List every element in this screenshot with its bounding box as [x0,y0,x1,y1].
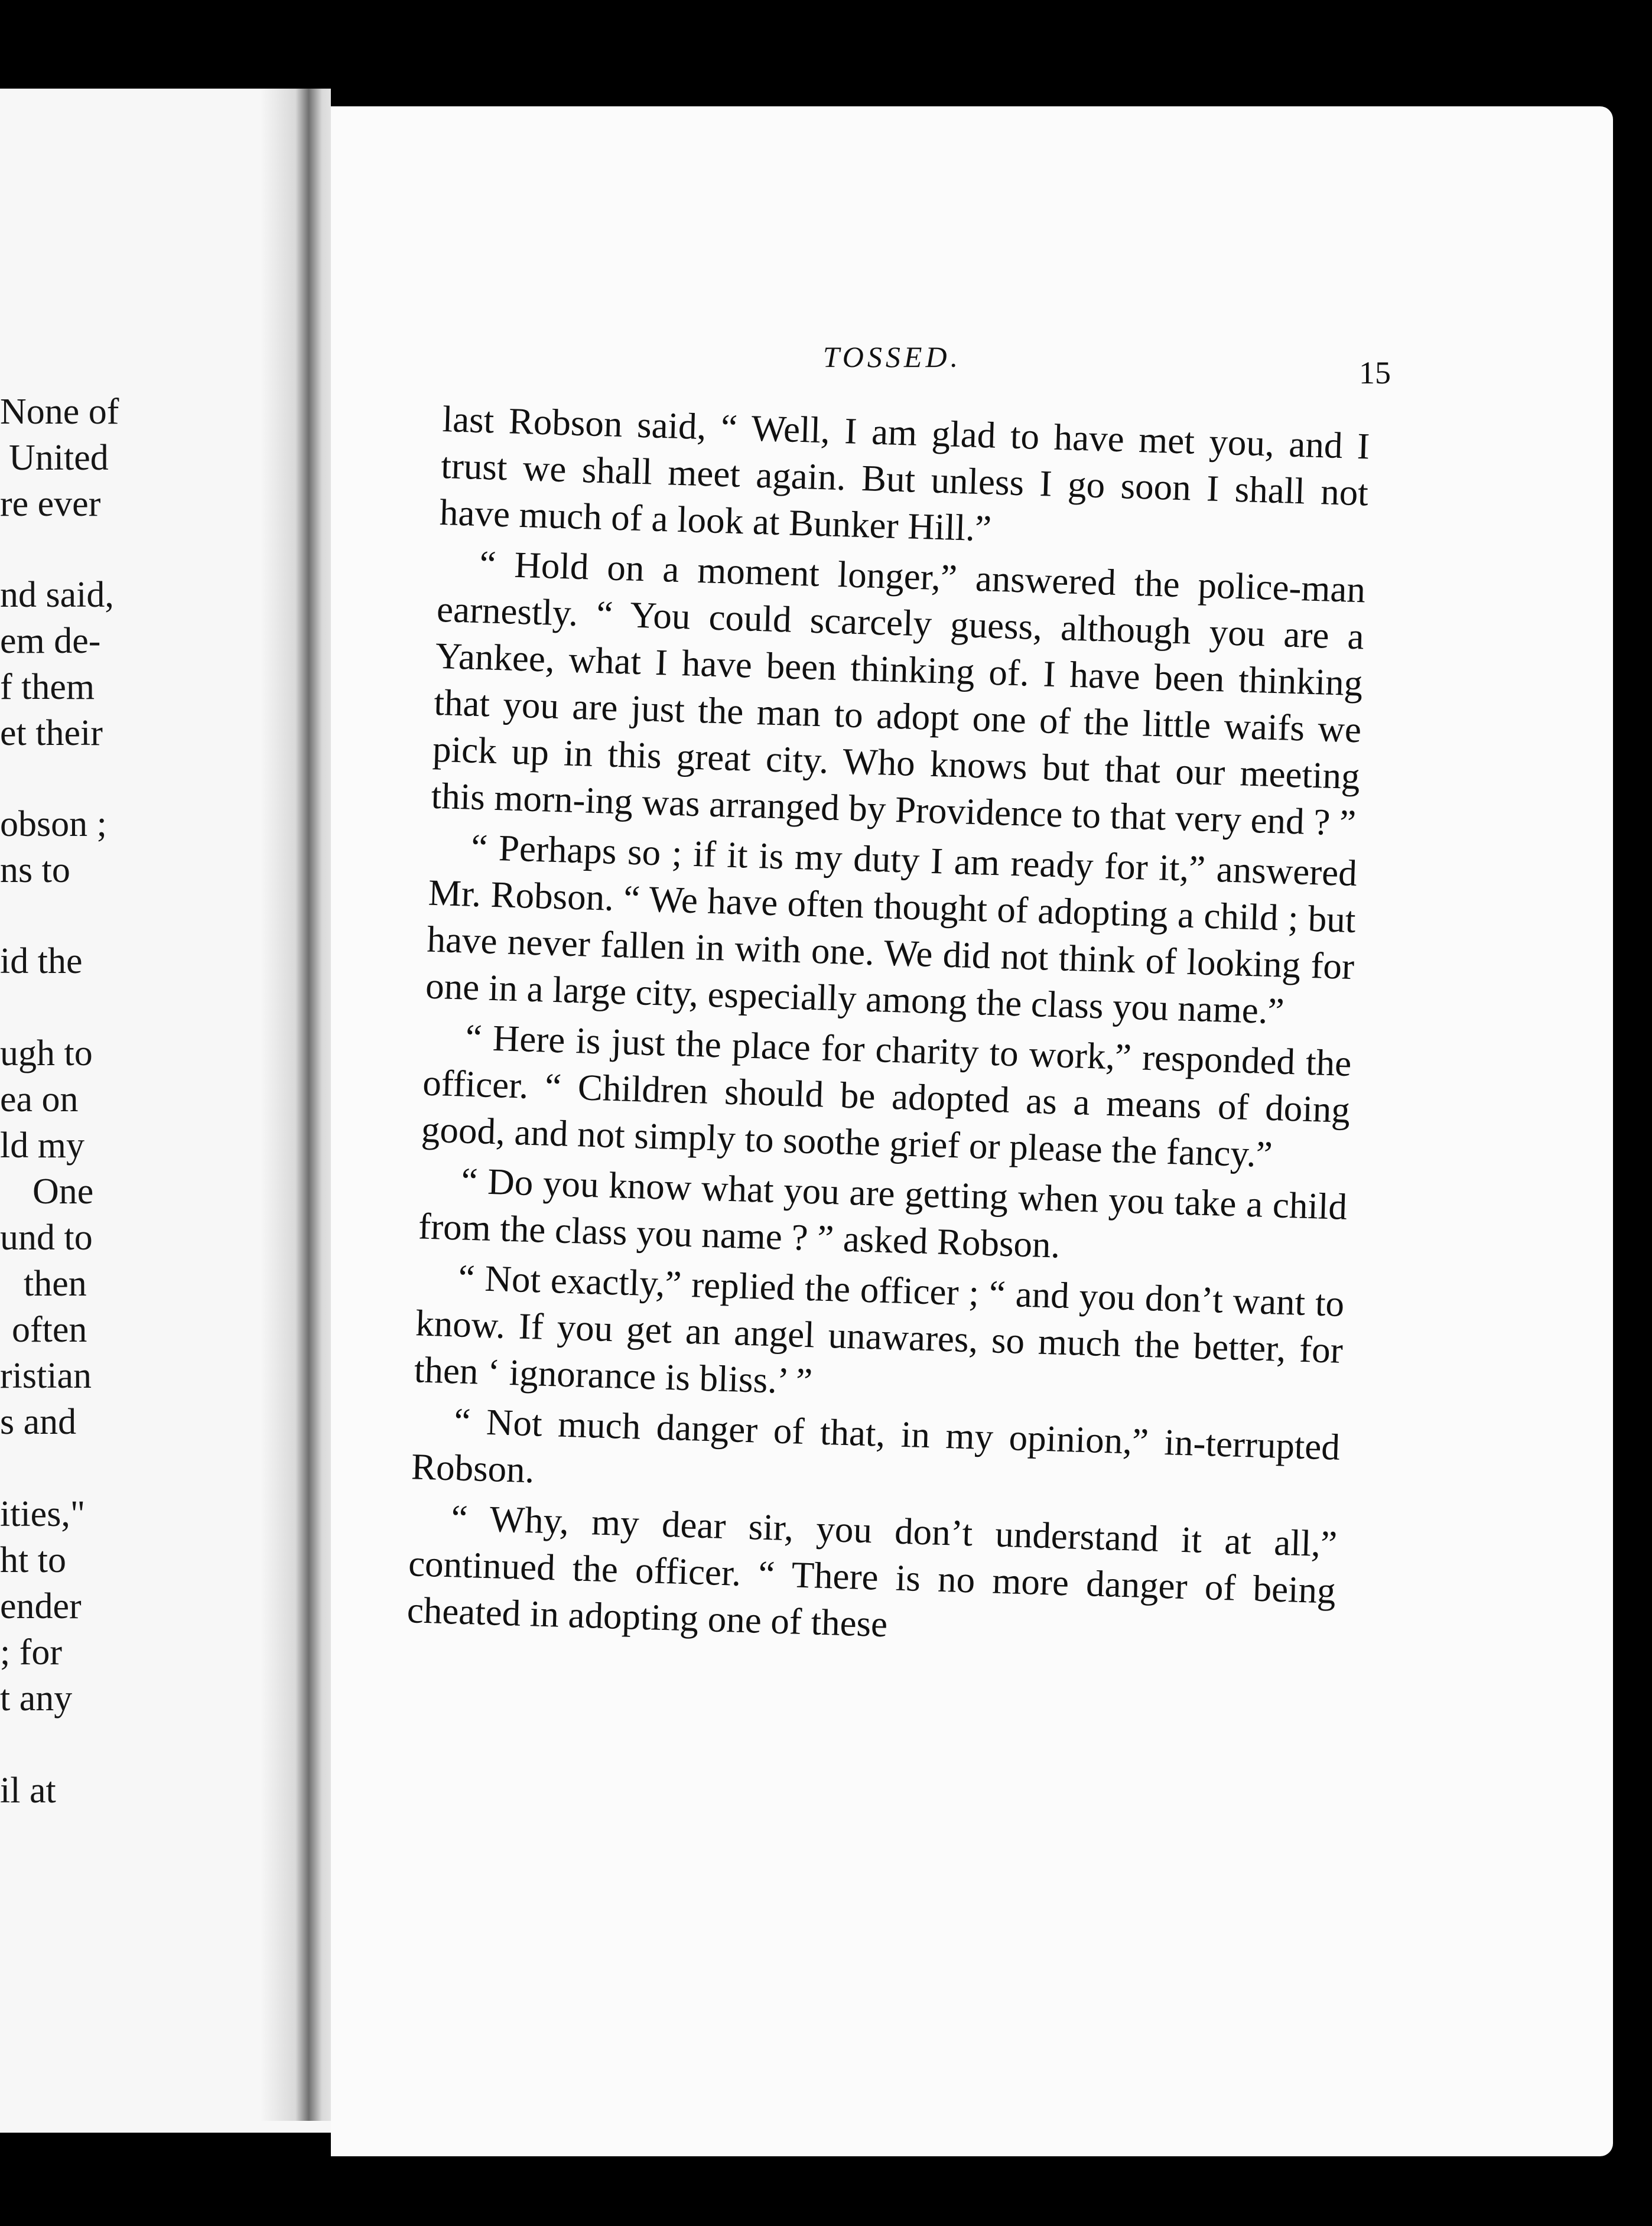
paragraph: “ Why, my dear sir, you don’t understand it at all,” continued the officer. “ There is no more danger of being cheated in adopting one of these [406,1497,1338,1645]
left-fragment: em de- [0,621,101,661]
left-fragment: One [32,1171,94,1212]
left-fragment: ristian [0,1356,92,1396]
left-fragment: t any [0,1678,73,1719]
left-fragment: ender [0,1586,82,1626]
left-fragment: nd said, [0,575,114,615]
paragraph: last Robson said, “ Well, I am glad to have met you, and I trust we shall meet again. But unless I go soon I shall not have much of a look at Bunker Hill.” [439,398,1371,549]
paragraph: “ Do you know what you are getting when you take a child from the class you name ? ” asked Robson. [418,1160,1348,1266]
paragraph: “ Here is just the place for charity to work,” responded the officer. “ Children should be adopted as a means of doing good, and not simply to soothe grief or please the fancy.” [421,1016,1352,1176]
left-fragment: und to [0,1218,93,1258]
left-fragment: ea on [0,1079,79,1119]
body-text [407,396,1371,1665]
running-title: TOSSED. [822,340,962,373]
left-fragment: United [9,438,109,478]
paragraph: “ Perhaps so ; if it is my duty I am ready for it,” answered Mr. Robson. “ We have often thought of adopting a child ; but have never fallen in with one. We did not think of looking for one in a large city, especially among the class you name.” [425,826,1358,1032]
current-page [331,106,1613,2156]
left-fragment: id the [0,941,83,981]
left-fragment: ugh to [0,1033,93,1073]
paragraph: “ Not much danger of that, in my opinion,” in-terrupted Robson. [411,1400,1341,1491]
page-number: 15 [1359,355,1391,390]
left-fragment: il at [0,1771,56,1811]
left-fragment: ht to [0,1540,66,1580]
paragraph: “ Not exactly,” replied the officer ; “ and you don’t want to know. If you get an angel unawares, so much the better, for then ‘ ignorance is bliss.’ ” [414,1257,1345,1402]
left-fragment: obson ; [0,804,107,844]
left-fragment: f them [0,667,95,707]
left-fragment: re ever [0,484,101,524]
left-fragment: ld my [0,1125,84,1166]
left-fragment: s and [0,1402,77,1442]
left-fragment: then [24,1264,87,1304]
paragraph: “ Hold on a moment longer,” answered the police-man earnestly. “ You could scarcely guess, although you are a Yankee, what I have been thinking of. I have been thinking that you are just the man to adopt one of the little waifs we pick up in this great city. Who knows but that our meeting this morn-ing was arranged by Providence to that very end ? ” [430,542,1366,844]
left-fragment: often [12,1310,87,1350]
left-fragment: ities," [0,1494,86,1534]
left-fragment: None of [0,392,119,432]
left-fragment: ns to [0,850,70,890]
left-fragment: ; for [0,1632,63,1672]
left-fragment: et their [0,713,103,753]
